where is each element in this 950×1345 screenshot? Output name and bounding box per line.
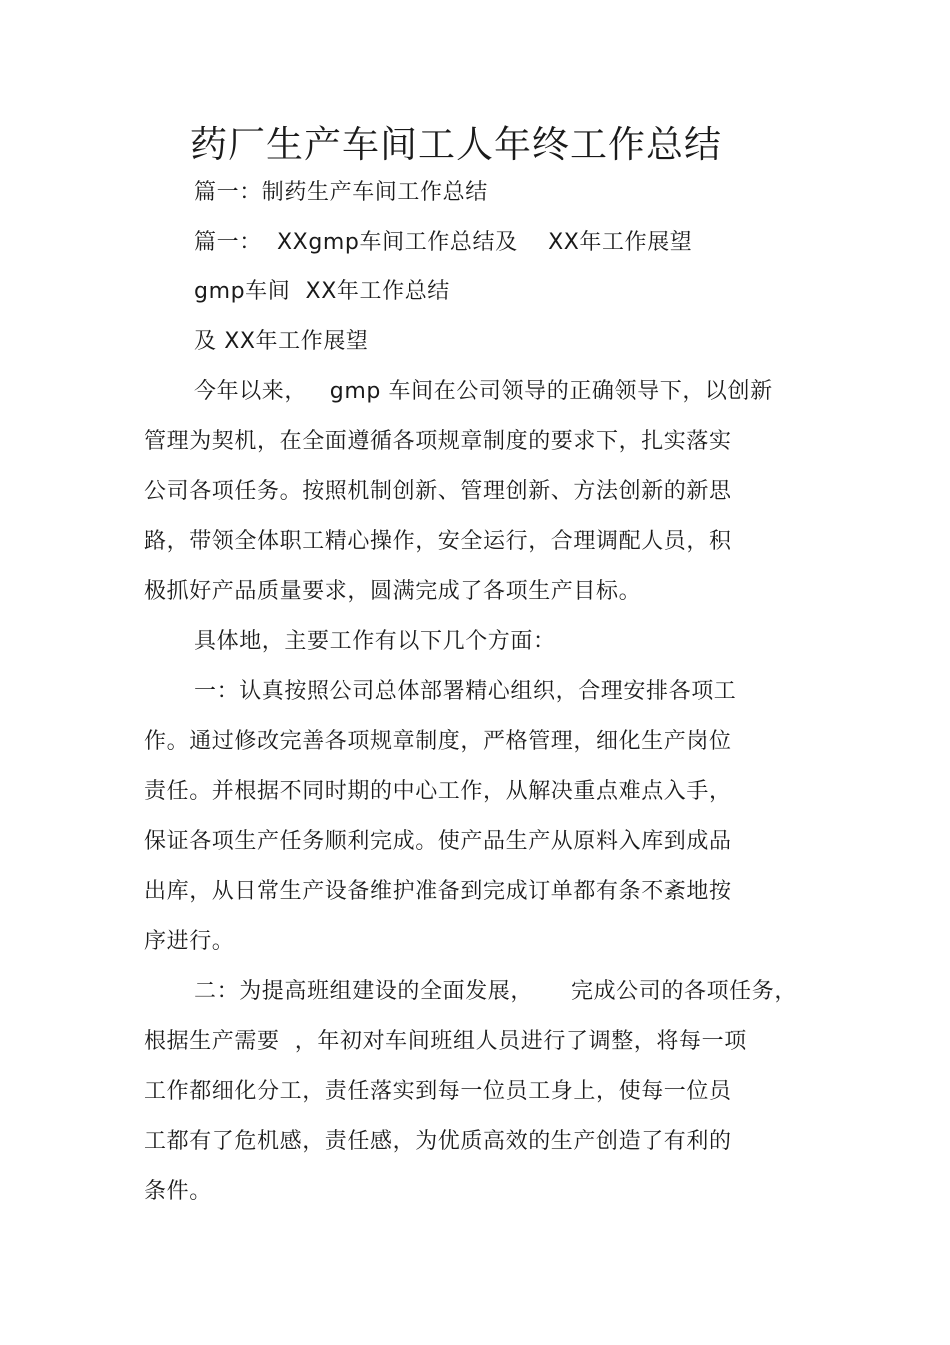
text-line: 序进行。 xyxy=(144,929,235,954)
text-line: 管理为契机，在全面遵循各项规章制度的要求下，扎实落实 xyxy=(144,429,732,454)
text-line: gmp车间 XX年工作总结 xyxy=(194,279,450,304)
text-line: 保证各项生产任务顺利完成。使产品生产从原料入库到成品 xyxy=(144,829,732,854)
text-line: 路，带领全体职工精心操作，安全运行，合理调配人员，积 xyxy=(144,529,732,554)
text-line: 公司各项任务。按照机制创新、管理创新、方法创新的新思 xyxy=(144,479,732,504)
text-line: 今年以来， gmp 车间在公司领导的正确领导下，以创新 xyxy=(194,379,773,404)
text-line: 极抓好产品质量要求，圆满完成了各项生产目标。 xyxy=(144,579,642,604)
text-line: 条件。 xyxy=(144,1179,212,1204)
text-line: 一：认真按照公司总体部署精心组织，合理安排各项工 xyxy=(194,679,737,704)
text-line: 及 XX年工作展望 xyxy=(194,329,369,354)
text-line: 二：为提高班组建设的全面发展， 完成公司的各项任务， xyxy=(194,979,797,1004)
text-line: 责任。并根据不同时期的中心工作，从解决重点难点入手， xyxy=(144,779,732,804)
document-title: 药厂生产车间工人年终工作总结 xyxy=(190,123,722,166)
text-line: 篇一： XXgmp车间工作总结及 XX年工作展望 xyxy=(194,230,693,255)
text-line: 工都有了危机感，责任感，为优质高效的生产创造了有利的 xyxy=(144,1129,732,1154)
text-line: 篇一：制药生产车间工作总结 xyxy=(194,180,488,205)
text-line: 工作都细化分工，责任落实到每一位员工身上，使每一位员 xyxy=(144,1079,732,1104)
text-line: 根据生产需要 ，年初对车间班组人员进行了调整，将每一项 xyxy=(144,1029,747,1054)
text-line: 具体地，主要工作有以下几个方面： xyxy=(194,629,556,654)
text-line: 作。通过修改完善各项规章制度，严格管理，细化生产岗位 xyxy=(144,729,732,754)
text-line: 出库，从日常生产设备维护准备到完成订单都有条不紊地按 xyxy=(144,879,732,904)
